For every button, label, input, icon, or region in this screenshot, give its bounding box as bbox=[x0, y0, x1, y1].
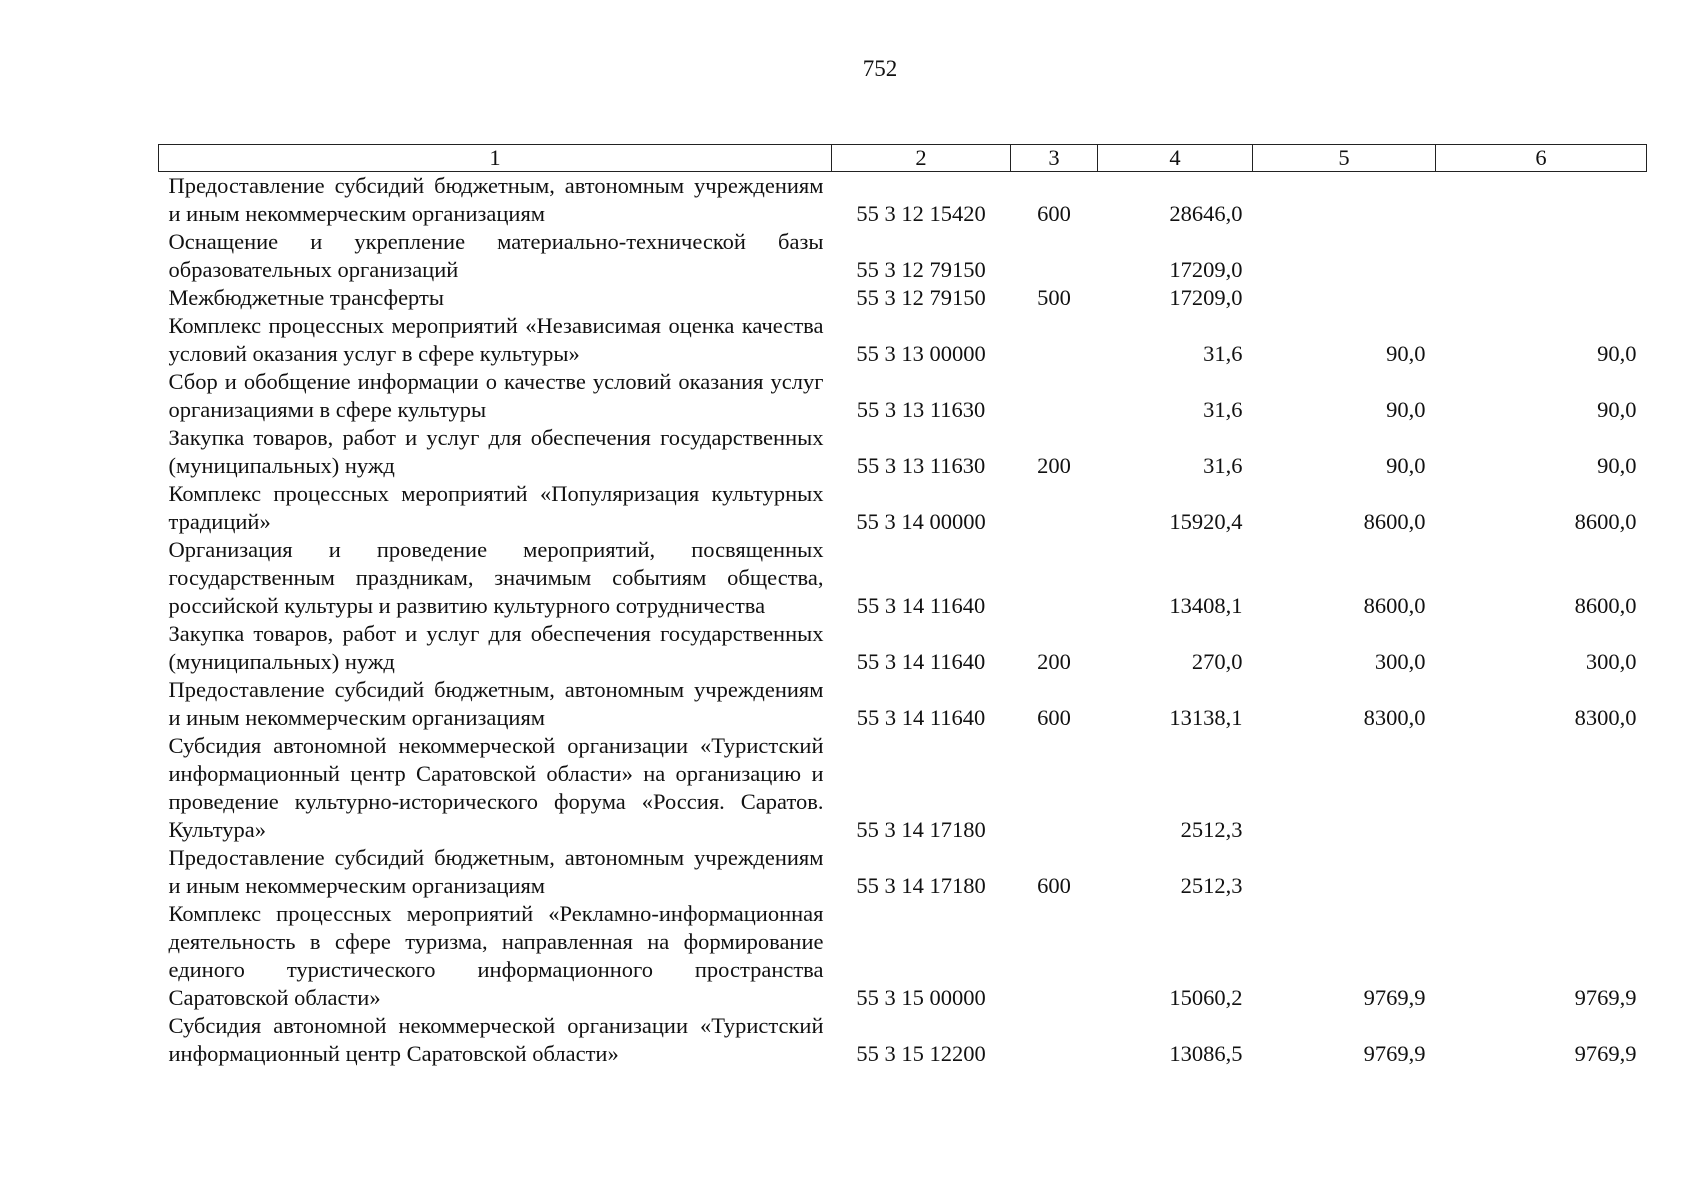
row-value-4-cell: 13408,1 bbox=[1169, 593, 1243, 618]
row-code-cell: 55 3 14 11640 bbox=[856, 593, 986, 618]
column-header-2: 2 bbox=[832, 145, 1011, 172]
row-value-4-cell: 17209,0 bbox=[1169, 257, 1243, 282]
row-value-6-cell: 90,0 bbox=[1597, 341, 1637, 366]
table-row bbox=[159, 900, 1647, 1012]
row-value-6-cell: 9769,9 bbox=[1574, 985, 1637, 1010]
row-value-4-cell: 17209,0 bbox=[1169, 285, 1243, 310]
row-value-4-cell: 15920,4 bbox=[1169, 509, 1243, 534]
row-code-cell: 55 3 12 15420 bbox=[856, 201, 986, 226]
row-code-cell: 55 3 12 79150 bbox=[856, 285, 986, 310]
row-type-cell bbox=[1011, 732, 1098, 844]
row-value-4-cell: 2512,3 bbox=[1180, 817, 1243, 842]
row-code-cell: 55 3 13 11630 bbox=[856, 453, 986, 478]
row-name-cell: Комплекс процессных мероприятий «Рекламно-информационная деятельность в сфере туризма, направленная на формирование единого туристического информационного пространства Саратовской области» bbox=[168, 901, 824, 1010]
row-value-5-cell bbox=[1253, 844, 1436, 900]
table-header bbox=[159, 145, 1647, 172]
table-row bbox=[159, 228, 1647, 284]
row-name-cell: Предоставление субсидий бюджетным, автономным учреждениям и иным некоммерческим организациям bbox=[168, 173, 824, 226]
row-value-5-cell bbox=[1253, 284, 1436, 312]
table-row bbox=[159, 676, 1647, 732]
row-value-4-cell: 28646,0 bbox=[1169, 201, 1243, 226]
row-value-4-cell: 13086,5 bbox=[1169, 1041, 1243, 1066]
row-value-5-cell: 8300,0 bbox=[1363, 705, 1426, 730]
table-row bbox=[159, 732, 1647, 844]
row-value-5-cell: 9769,9 bbox=[1363, 985, 1426, 1010]
row-value-6-cell: 300,0 bbox=[1585, 649, 1637, 674]
table-row bbox=[159, 536, 1647, 620]
table-row bbox=[159, 620, 1647, 676]
column-header-3: 3 bbox=[1011, 145, 1098, 172]
row-type-cell bbox=[1011, 312, 1098, 368]
row-code-cell: 55 3 15 12200 bbox=[856, 1041, 986, 1066]
row-code-cell: 55 3 14 00000 bbox=[856, 509, 986, 534]
page-number: 752 bbox=[862, 56, 898, 81]
row-value-5-cell: 8600,0 bbox=[1363, 509, 1426, 534]
row-code-cell: 55 3 12 79150 bbox=[856, 257, 986, 282]
row-name-cell: Комплекс процессных мероприятий «Независимая оценка качества условий оказания услуг в сфере культуры» bbox=[168, 313, 824, 366]
column-header-1: 1 bbox=[159, 145, 832, 172]
header-row bbox=[159, 145, 1647, 172]
table-row bbox=[159, 424, 1647, 480]
row-name-cell: Оснащение и укрепление материально-технической базы образовательных организаций bbox=[168, 229, 824, 282]
table-row bbox=[159, 312, 1647, 368]
row-value-4-cell: 270,0 bbox=[1191, 649, 1243, 674]
budget-table bbox=[158, 144, 1647, 1068]
column-header-6: 6 bbox=[1436, 145, 1647, 172]
table-row bbox=[159, 172, 1647, 229]
table-row bbox=[159, 368, 1647, 424]
row-type-cell bbox=[1011, 228, 1098, 284]
row-value-6-cell: 90,0 bbox=[1597, 397, 1637, 422]
row-code-cell: 55 3 13 11630 bbox=[856, 397, 986, 422]
row-value-6-cell bbox=[1436, 172, 1647, 229]
row-code-cell: 55 3 14 11640 bbox=[856, 705, 986, 730]
row-type-cell bbox=[1011, 368, 1098, 424]
column-header-5: 5 bbox=[1253, 145, 1436, 172]
row-code-cell: 55 3 14 17180 bbox=[856, 873, 986, 898]
row-type-cell: 600 bbox=[1037, 873, 1071, 898]
row-value-4-cell: 31,6 bbox=[1203, 341, 1243, 366]
row-type-cell bbox=[1011, 900, 1098, 1012]
row-value-5-cell bbox=[1253, 172, 1436, 229]
row-value-4-cell: 15060,2 bbox=[1169, 985, 1243, 1010]
row-type-cell: 600 bbox=[1037, 201, 1071, 226]
row-code-cell: 55 3 14 11640 bbox=[856, 649, 986, 674]
row-value-4-cell: 13138,1 bbox=[1169, 705, 1243, 730]
row-name-cell: Субсидия автономной некоммерческой организации «Туристский информационный центр Саратовской области» на организацию и проведение культурно-исторического форума «Россия. Саратов. Культура» bbox=[168, 733, 824, 842]
row-value-5-cell: 90,0 bbox=[1386, 341, 1426, 366]
row-name-cell: Предоставление субсидий бюджетным, автономным учреждениям и иным некоммерческим организациям bbox=[168, 677, 824, 730]
table-row bbox=[159, 844, 1647, 900]
row-name-cell: Закупка товаров, работ и услуг для обеспечения государственных (муниципальных) нужд bbox=[168, 425, 824, 478]
row-value-5-cell: 90,0 bbox=[1386, 453, 1426, 478]
table-row bbox=[159, 480, 1647, 536]
row-name-cell: Сбор и обобщение информации о качестве условий оказания услуг организациями в сфере культуры bbox=[168, 369, 824, 422]
row-value-5-cell: 300,0 bbox=[1374, 649, 1426, 674]
row-value-6-cell: 8300,0 bbox=[1574, 705, 1637, 730]
row-value-4-cell: 2512,3 bbox=[1180, 873, 1243, 898]
row-code-cell: 55 3 15 00000 bbox=[856, 985, 986, 1010]
table-body bbox=[159, 172, 1647, 1069]
row-value-5-cell: 90,0 bbox=[1386, 397, 1426, 422]
row-type-cell: 200 bbox=[1037, 649, 1071, 674]
row-value-5-cell: 9769,9 bbox=[1363, 1041, 1426, 1066]
row-value-4-cell: 31,6 bbox=[1203, 453, 1243, 478]
row-value-4-cell: 31,6 bbox=[1203, 397, 1243, 422]
row-value-6-cell bbox=[1436, 228, 1647, 284]
row-code-cell: 55 3 13 00000 bbox=[856, 341, 986, 366]
table-row bbox=[159, 284, 1647, 312]
row-value-6-cell bbox=[1436, 732, 1647, 844]
column-header-4: 4 bbox=[1098, 145, 1253, 172]
row-type-cell bbox=[1011, 536, 1098, 620]
row-value-6-cell: 90,0 bbox=[1597, 453, 1637, 478]
row-name-cell: Межбюджетные трансферты bbox=[168, 285, 444, 310]
table-row bbox=[159, 1012, 1647, 1068]
row-code-cell: 55 3 14 17180 bbox=[856, 817, 986, 842]
row-type-cell bbox=[1011, 1012, 1098, 1068]
row-value-5-cell: 8600,0 bbox=[1363, 593, 1426, 618]
row-value-6-cell: 8600,0 bbox=[1574, 593, 1637, 618]
row-value-5-cell bbox=[1253, 732, 1436, 844]
row-name-cell: Комплекс процессных мероприятий «Популяризация культурных традиций» bbox=[168, 481, 824, 534]
row-name-cell: Организация и проведение мероприятий, посвященных государственным праздникам, значимым событиям общества, российской культуры и развитию культурного сотрудничества bbox=[168, 537, 824, 618]
row-type-cell: 500 bbox=[1037, 285, 1071, 310]
row-name-cell: Предоставление субсидий бюджетным, автономным учреждениям и иным некоммерческим организациям bbox=[168, 845, 824, 898]
row-name-cell: Субсидия автономной некоммерческой организации «Туристский информационный центр Саратовской области» bbox=[168, 1013, 824, 1066]
row-value-5-cell bbox=[1253, 228, 1436, 284]
budget-table-container bbox=[158, 144, 1646, 1068]
row-type-cell: 200 bbox=[1037, 453, 1071, 478]
row-name-cell: Закупка товаров, работ и услуг для обеспечения государственных (муниципальных) нужд bbox=[168, 621, 824, 674]
row-value-6-cell bbox=[1436, 844, 1647, 900]
row-type-cell: 600 bbox=[1037, 705, 1071, 730]
row-type-cell bbox=[1011, 480, 1098, 536]
row-value-6-cell: 8600,0 bbox=[1574, 509, 1637, 534]
row-value-6-cell: 9769,9 bbox=[1574, 1041, 1637, 1066]
row-value-6-cell bbox=[1436, 284, 1647, 312]
